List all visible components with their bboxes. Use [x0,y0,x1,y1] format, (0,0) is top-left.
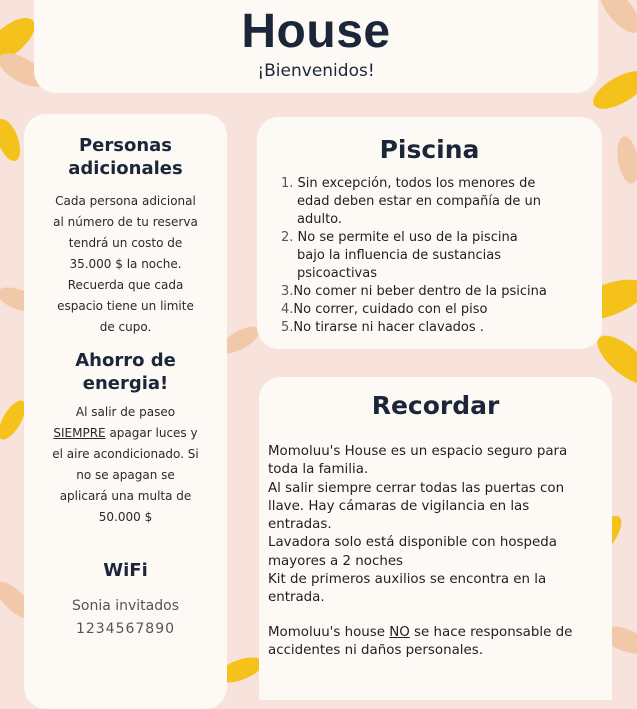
pool-rule-item: 5.No tirarse ni hacer clavados . [281,320,484,335]
page-title: House [241,5,391,58]
disclaimer-line: Momoluu's house NO se hace responsable de [268,624,573,640]
pool-rules-list [281,175,599,337]
remember-card [259,377,612,700]
pool-rule-item: 1. Sin excepción, todos los menores de [281,176,536,191]
pool-rule-item: 4.No correr, cuidado con el piso [281,302,488,317]
siempre-emphasis: SIEMPRE [53,426,106,440]
pool-heading: Piscina [379,135,480,164]
energy-heading: Ahorro de energia! [75,350,176,394]
energy-text: Al salir de paseo SIEMPRE apagar luces y el aire acondicionado. Si no se apagan se aplicará una multa de 50.000 $ [52,405,199,524]
welcome-subtitle: ¡Bienvenidos! [257,61,375,81]
pool-rules-card [257,117,602,349]
pool-rule-continuation: psicoactivas [297,266,377,281]
pool-rule-continuation: bajo la influencia de sustancias [297,248,501,263]
remember-text: Momoluu's House es un espacio seguro para toda la familia. Al salir siempre cerrar todas las puertas con llave. Hay cámaras de vigilancia en las entradas. Lavadora solo está disponible con hospeda mayores a 2 noches Kit de primeros auxilios se encontra en la entrada. Momoluu's house NO se hace responsable de accidentes ni daños personales. [268,443,612,660]
pool-rule-continuation: edad deben estar en compañía de un [297,194,541,209]
remember-heading: Recordar [371,391,500,420]
extra-people-heading: Personas adicionales [68,135,183,179]
wifi-heading: WiFi [103,560,148,581]
pool-rule-continuation: adulto. [297,212,343,227]
pool-rule-item: 2. No se permite el uso de la piscina [281,230,518,245]
wifi-network: Sonia invitados [72,598,179,614]
info-sidebar-card [24,114,227,709]
header-card [34,0,598,93]
extra-people-text: Cada persona adicional al número de tu reserva tendrá un costo de 35.000 $ la noche. Recuerda que cada espacio tiene un limite de cupo. [53,194,198,334]
pool-rule-item: 3.No comer ni beber dentro de la psicina [281,284,547,299]
wifi-password: 1234567890 [75,621,176,637]
